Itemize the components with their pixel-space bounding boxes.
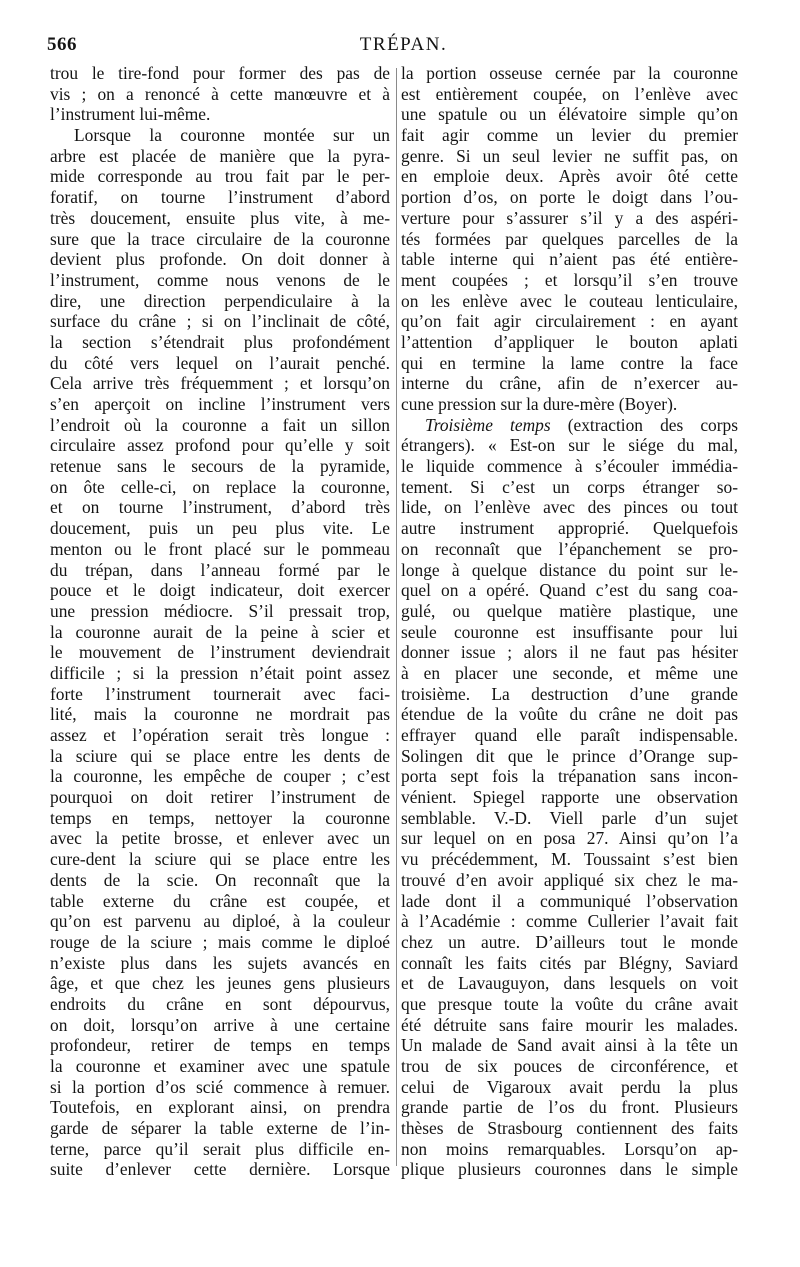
text-line: forte l’instrument tournerait avec faci- [50, 683, 390, 704]
text-line: non moins remarquables. Lorsqu’on ap- [401, 1138, 738, 1159]
text-line: garde de séparer la table externe de l’in- [50, 1118, 390, 1139]
text-line: gulé, ou quelque matière plastique, une [401, 600, 738, 621]
text-line: rouge de la sciure ; mais comme le diploé [50, 931, 390, 952]
text-line: terne, parce qu’il serait plus difficile en- [50, 1138, 390, 1159]
text-line: dents de la scie. On reconnaît que la [50, 869, 390, 890]
text-line: quel on a opéré. Quand c’est du sang coa- [401, 580, 738, 601]
text-line: table interne qui n’aient pas été entière- [401, 249, 738, 270]
text-line: avec la petite brosse, et enlever avec un [50, 828, 390, 849]
text-line: trouvé d’en avoir appliqué six chez le ma- [401, 869, 738, 890]
text-line: le mouvement de l’instrument deviendrait [50, 642, 390, 663]
text-line: grande partie de l’os du front. Plusieurs [401, 1097, 738, 1118]
text-line: la section s’étendrait plus profondément [50, 331, 390, 352]
text-line: vénient. Spiegel rapporte une observation [401, 787, 738, 808]
text-line: Solingen dit que le prince d’Orange sup- [401, 745, 738, 766]
text-line: difficile ; si la pression n’était point assez [50, 662, 390, 683]
text-line: on doit, lorsqu’on arrive à une certaine [50, 1014, 390, 1035]
text-line: arbre est placée de manière que la pyra- [50, 145, 390, 166]
text-line: chez un autre. D’ailleurs tout le monde [401, 931, 738, 952]
text-line: effrayer quand elle paraît indispensable. [401, 725, 738, 745]
text-line: surface du crâne ; si on l’inclinait de côté, [50, 311, 390, 332]
text-line: portion d’os, on porte le doigt dans l’ou- [401, 187, 738, 208]
text-line: une spatule ou un élévatoire simple qu’on [401, 104, 738, 125]
page-header [47, 34, 760, 62]
text-line: doucement, puis un peu plus vite. Le [50, 518, 390, 539]
text-line: l’endroit où la couronne a fait un sillon [50, 414, 390, 435]
text-line: on reconnaît que l’épanchement se pro- [401, 538, 738, 559]
text-line: la sciure qui se place entre les dents de [50, 745, 390, 766]
text-line: la couronne, les empêche de couper ; c’est [50, 766, 390, 787]
text-line: Cela arrive très fréquemment ; et lorsqu’on [50, 373, 390, 394]
text-line: on ôte celle-ci, on replace la couronne, [50, 476, 390, 497]
text-line: le liquide commence à s’écouler immédia- [401, 456, 738, 477]
text-line: la portion osseuse cernée par la couronne [401, 63, 738, 83]
text-line: qu’on fait agir circulairement : en ayant [401, 311, 738, 332]
text-line: l’instrument, comme nous venons de le [50, 269, 390, 290]
text-line: on les enlève avec le couteau lenticulaire, [401, 290, 738, 311]
text-line: Toutefois, en explorant ainsi, on prendra [50, 1097, 390, 1118]
text-line: pourquoi on doit retirer l’instrument de [50, 787, 390, 808]
text-line: vis ; on a renoncé à cette manœuvre et à [50, 83, 390, 104]
text-line: connaît les faits cités par Blégny, Saviard [401, 952, 738, 973]
text-line: Lorsque la couronne montée sur un [74, 125, 390, 146]
text-line: devient plus profonde. On doit donner à [50, 249, 390, 270]
text-line: dire, une direction perpendiculaire à la [50, 290, 390, 311]
text-line: retenue sans le secours de la pyramide, [50, 456, 390, 477]
text-line: semblable. V.-D. Viell parle d’un sujet [401, 807, 738, 828]
column-divider [396, 68, 397, 1166]
text-line: plique plusieurs couronnes dans le simple [401, 1159, 738, 1180]
text-line: une pression médiocre. S’il pressait trop, [50, 600, 390, 621]
text-line: est entièrement coupée, on l’enlève avec [401, 83, 738, 104]
text-line: assez et l’opération serait très longue : [50, 725, 390, 745]
text-line: du trépan, dans l’anneau formé par le [50, 559, 390, 580]
text-line: temps en temps, nettoyer la couronne [50, 807, 390, 828]
text-line: la couronne et examiner avec une spatule [50, 1056, 390, 1076]
running-title: TRÉPAN. [359, 34, 448, 55]
text-line: qu’on est parvenu au diploé, à la couleur [50, 911, 390, 932]
text-line: sure que la trace circulaire de la couronne [50, 228, 390, 249]
text-line: du côté vers lequel on l’aurait penché. [50, 352, 390, 373]
text-line: autre instrument approprié. Quelquefois [401, 518, 738, 539]
text-line: celui de Vigaroux avait perdu la plus [401, 1076, 738, 1097]
text-line: fait agir comme un levier du premier [401, 125, 738, 146]
left-column [50, 63, 390, 1180]
right-column [401, 63, 738, 1180]
text-line: verture pour s’assurer s’il y a des aspéri- [401, 207, 738, 228]
text-line: s’en aperçoit on incline l’instrument vers [50, 394, 390, 414]
text-line: interne du crâne, afin de n’exercer au- [401, 373, 738, 394]
text-line: l’instrument lui-même. [50, 104, 211, 125]
text-line: lité, mais la couronne ne mordrait pas [50, 704, 390, 725]
text-line: à l’Académie : comme Cullerier l’avait fait [401, 911, 738, 932]
text-line: n’existe plus dans les sujets avancés en [50, 952, 390, 973]
text-line: table externe du crâne est coupée, et [50, 890, 390, 911]
text-line: en emploie deux. Après avoir ôté cette [401, 166, 738, 187]
text-line: tés formées par quelques parcelles de la [401, 228, 738, 249]
text-line: étrangers). « Est-on sur le siége du mal, [401, 435, 738, 456]
text-line: lide, on l’enlève avec des pinces ou tout [401, 497, 738, 518]
text-line: donner issue ; alors il ne faut pas hésiter [401, 642, 738, 663]
text-line: que presque toute la voûte du crâne avait [401, 993, 738, 1014]
text-line: genre. Si un seul levier ne suffit pas, on [401, 145, 738, 166]
text-line: profondeur, retirer de temps en temps [50, 1035, 390, 1056]
text-line-content: (extraction des corps [567, 414, 738, 435]
text-line: cure-dent la sciure qui se place entre les [50, 849, 390, 870]
text-line: trou le tire-fond pour former des pas de [50, 63, 390, 83]
text-line: âge, et que chez les jeunes gens plusieurs [50, 973, 390, 994]
text-line: et de Lavauguyon, dans lesquels on voit [401, 973, 738, 994]
text-line: endroits du crâne en sont dépourvus, [50, 993, 390, 1014]
text-line: menton ou le front placé sur le pommeau [50, 538, 390, 559]
page-number: 566 [47, 34, 77, 55]
text-line: Un malade de Sand avait ainsi à la tête un [401, 1035, 738, 1056]
text-line: tement. Si c’est un corps étranger so- [401, 476, 738, 497]
text-line: l’attention d’appliquer le bouton aplati [401, 331, 738, 352]
text-line: longe à quelque distance du point sur le- [401, 559, 738, 580]
text-line: si la portion d’os scié commence à remuer. [50, 1076, 390, 1097]
text-line: suite d’enlever cette dernière. Lorsque [50, 1159, 390, 1180]
text-line: porta sept fois la trépanation sans incon- [401, 766, 738, 787]
text-line: foratif, on tourne l’instrument d’abord [50, 187, 390, 208]
text-line: très doucement, ensuite plus vite, à me- [50, 207, 390, 228]
text-line: étendue de la voûte du crâne ne doit pas [401, 704, 738, 725]
text-line: troisième. La destruction d’une grande [401, 683, 738, 704]
text-line: la couronne aurait de la peine à scier et [50, 621, 390, 642]
text-line: été détruite sans faire mourir les malades. [401, 1014, 738, 1035]
text-line: vu précédemment, M. Toussaint s’est bien [401, 849, 738, 870]
text-line: lade dont il a communiqué l’observation [401, 890, 738, 911]
text-line: et on tourne l’instrument, d’abord très [50, 497, 390, 518]
text-line: trou de six pouces de circonférence, et [401, 1056, 738, 1076]
text-line: circulaire assez profond pour qu’elle y soit [50, 435, 390, 456]
text-line: pouce et le doigt indicateur, doit exercer [50, 580, 390, 601]
text-line: seule couronne est insuffisante pour lui [401, 621, 738, 642]
text-line: à en placer une seconde, et même une [401, 662, 738, 683]
text-line: ment coupées ; et lorsqu’il s’en trouve [401, 269, 738, 290]
text-line: mide corresponde au trou fait par le per- [50, 166, 390, 187]
text-line: sur lequel on en posa 27. Ainsi qu’on l’a [401, 828, 738, 849]
text-line: thèses de Strasbourg contiennent des faits [401, 1118, 738, 1139]
text-line: cune pression sur la dure-mère (Boyer). [401, 394, 678, 414]
section-heading-italic: Troisième temps [425, 414, 551, 435]
text-line: qui en termine la lame contre la face [401, 352, 738, 373]
text-line [401, 415, 738, 436]
